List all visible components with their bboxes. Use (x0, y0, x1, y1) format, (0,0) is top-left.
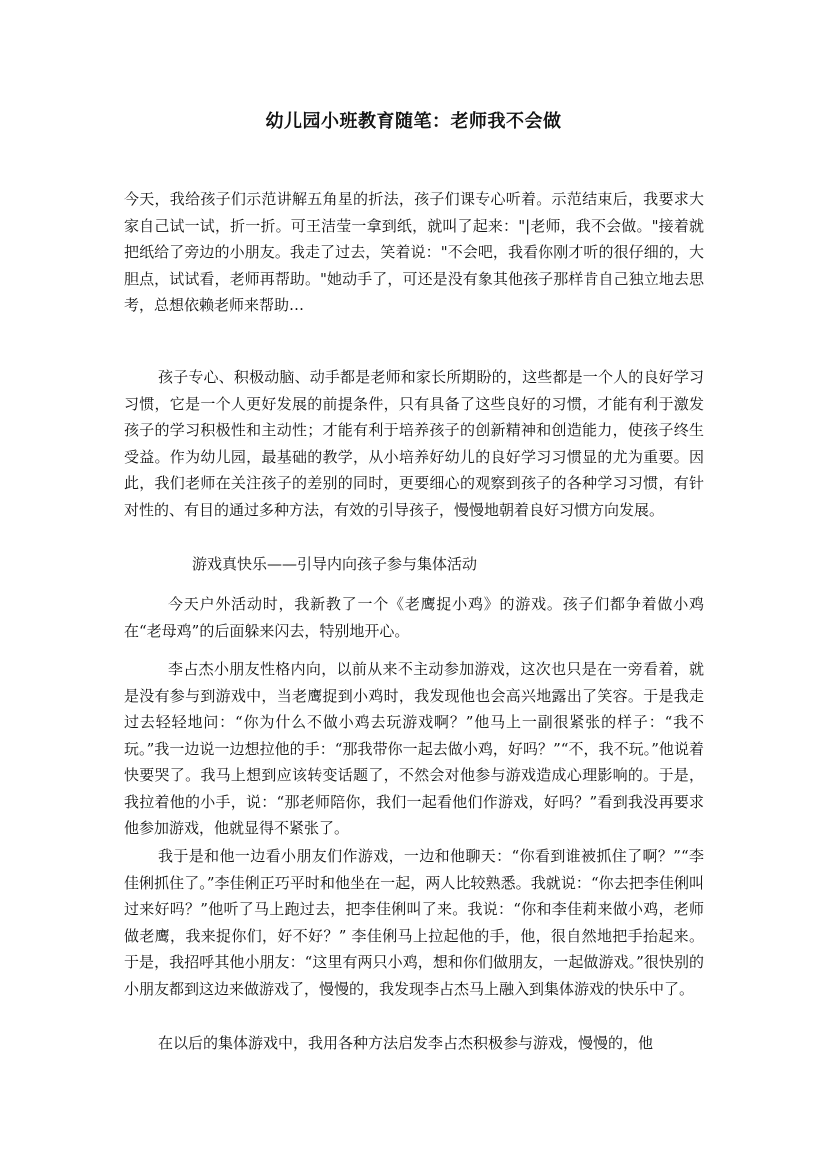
intro-paragraph: 今天，我给孩子们示范讲解五角星的折法，孩子们课专心听着。示范结束后，我要求大家自己试一试，折一折。可王洁莹一拿到纸，就叫了起来："|老师，我不会做。"接着就把纸给了旁边的小朋友。我走了过去，笑着说："不会吧，我看你刚才听的很仔细的，大胆点，试试看，老师再帮助。"她动手了，可还是没有象其他孩子那样肯自己独立地去思考，总想依赖老师来帮助… (124, 190, 704, 314)
story-paragraph: 李占杰小朋友性格内向，以前从来不主动参加游戏，这次也只是在一旁看着，就是没有参与到游戏中，当老鹰捉到小鸡时，我发现他也会高兴地露出了笑容。于是我走过去轻轻地问：“你为什么不做小鸡去玩游戏啊？”他马上一副很紧张的样子：“我不玩。”我一边说一边想拉他的手：“那我带你一起去做小鸡，好吗？”“不，我不玩。”他说着快要哭了。我马上想到应该转变话题了，不然会对他参与游戏造成心理影响的。于是，我拉着他的小手，说：“那老师陪你，我们一起看他们作游戏，好吗？”看到我没再要求他参加游戏，他就显得不紧张了。 (124, 660, 704, 837)
story-paragraph: 在以后的集体游戏中，我用各种方法启发李占杰积极参与游戏，慢慢的，他 (158, 1034, 654, 1052)
document-title: 幼儿园小班教育随笔：老师我不会做 (265, 111, 562, 132)
section-subheading: 游戏真快乐——引导内向孩子参与集体活动 (192, 555, 478, 573)
story-paragraph: 今天户外活动时，我新教了一个《老鹰捉小鸡》的游戏。孩子们都争着做小鸡在“老母鸡”的后面躲来闪去，特别地开心。 (124, 595, 704, 640)
story-paragraph: 我于是和他一边看小朋友们作游戏，一边和他聊天：“你看到谁被抓住了啊？”“李佳俐抓住了。”李佳俐正巧平时和他坐在一起，两人比较熟悉。我就说：“你去把李佳俐叫过来好吗？”他听了马上跑过去，把李佳俐叫了来。我说：“你和李佳莉来做小鸡，老师做老鹰，我来捉你们，好不好？” 李佳俐马上拉起他的手，他，很自然地把手抬起来。于是，我招呼其他小朋友：“这里有两只小鸡，想和你们做朋友，一起做游戏。”很快别的小朋友都到这边来做游戏了，慢慢的，我发现李占杰马上融入到集体游戏的快乐中了。 (124, 847, 704, 998)
reflection-paragraph: 孩子专心、积极动脑、动手都是老师和家长所期盼的，这些都是一个人的良好学习习惯，它是一个人更好发展的前提条件，只有具备了这些良好的习惯，才能有利于激发孩子的学习积极性和主动性；才能有利于培养孩子的创新精神和创造能力，使孩子终生受益。作为幼儿园，最基础的教学，从小培养好幼儿的良好学习习惯显的尤为重要。因此，我们老师在关注孩子的差别的同时，更要细心的观察到孩子的各种学习习惯，有针对性的、有目的通过多种方法，有效的引导孩子，慢慢地朝着良好习惯方向发展。 (124, 368, 704, 519)
